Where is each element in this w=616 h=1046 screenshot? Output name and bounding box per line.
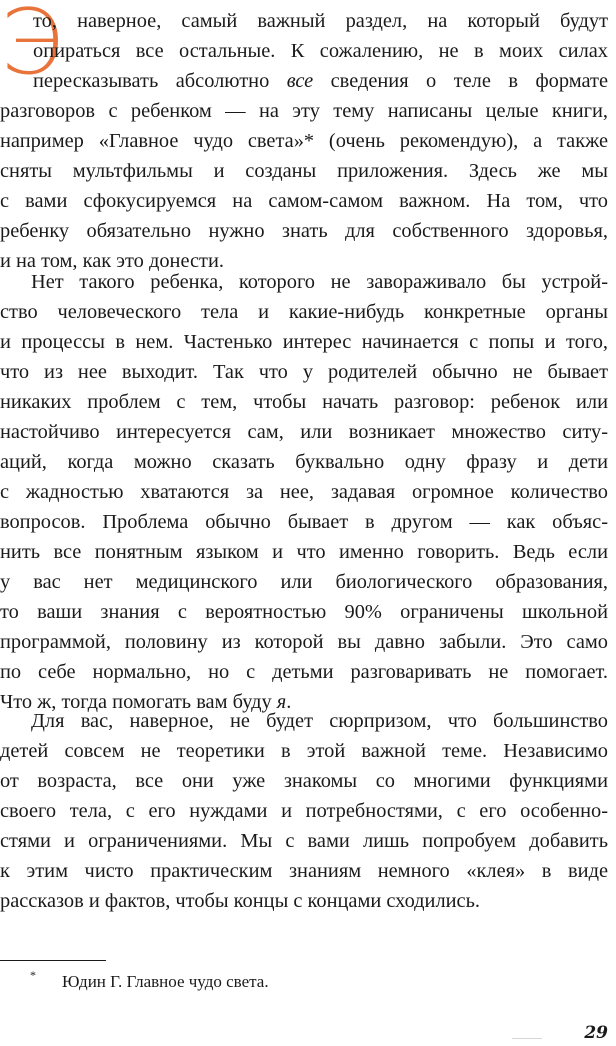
text-line: аций, когда можно сказать буквально одну фразу и дети: [0, 451, 608, 473]
page-number: 29: [584, 1023, 608, 1043]
text-line: пересказывать абсолютно все сведения о теле в формате: [33, 70, 608, 92]
text-line: с вами сфокусируемся на самом-самом важном. На том, что: [0, 190, 608, 212]
text-line: никаких проблем с тем, чтобы начать разговор: ребенок или: [0, 391, 608, 413]
text-line: от возраста, все они уже знакомы со многими функциями: [0, 770, 608, 792]
text-line: с жадностью хватаются за нее, задавая огромное количество: [0, 481, 608, 503]
text-line: у вас нет медицинского или биологического образования,: [0, 571, 608, 593]
text-line: детей совсем не теоретики в этой важной теме. Независимо: [0, 740, 608, 762]
text-line: ребенку обязательно нужно знать для собственного здоровья,: [0, 220, 608, 242]
text-line: что из нее выходит. Так что у родителей обычно не бывает: [0, 361, 608, 383]
footnote-divider: [0, 960, 106, 961]
text-line: к этим чисто практическим знаниям немного «клея» в виде: [0, 860, 608, 882]
footnote-text: Юдин Г. Главное чудо света.: [62, 972, 269, 991]
text-line: рассказов и фактов, чтобы концы с концами сходились.: [0, 890, 481, 912]
text-line: ство человеческого тела и какие-нибудь конкретные органы: [0, 301, 608, 323]
text-line: опираться все остальные. К сожалению, не в моих силах: [33, 40, 608, 62]
text-line: программой, половину из которой вы давно забыли. Это само: [0, 631, 608, 653]
text-line: настойчиво интересуется сам, или возникает множество ситу-: [0, 421, 608, 443]
text-line: например «Главное чудо света»* (очень рекомендую), а также: [0, 130, 608, 152]
footnote-marker: *: [30, 968, 36, 982]
text-line: сняты мультфильмы и созданы приложения. Здесь же мы: [0, 160, 608, 182]
drop-cap: Э: [0, 0, 63, 95]
text-line: вопросов. Проблема обычно бывает в другом — как объяс-: [0, 511, 608, 533]
text-line: разговоров с ребенком — на эту тему написаны целые книги,: [0, 100, 608, 122]
text-line: Для вас, наверное, не будет сюрпризом, что большинство: [31, 710, 608, 732]
text-line: своего тела, с его нуждами и потребностями, с его особенно-: [0, 800, 608, 822]
text-line: нить все понятным языком и что именно говорить. Ведь если: [0, 541, 608, 563]
text-line: то, наверное, самый важный раздел, на который будут: [33, 10, 608, 32]
page-number-divider: [512, 1038, 542, 1039]
text-line: Что ж, тогда помогать вам буду я.: [0, 691, 292, 713]
text-line: и на том, как это донести.: [0, 250, 224, 272]
text-line: то ваши знания с вероятностью 90% ограничены школьной: [0, 601, 608, 623]
text-line: стями и ограничениями. Мы с вами лишь попробуем добавить: [0, 830, 608, 852]
text-line: Нет такого ребенка, которого не завораживало бы устрой-: [31, 271, 608, 293]
text-line: по себе нормально, но с детьми разговаривать не помогает.: [0, 661, 608, 683]
text-line: и процессы в нем. Частенько интерес начинается с попы и того,: [0, 331, 608, 353]
